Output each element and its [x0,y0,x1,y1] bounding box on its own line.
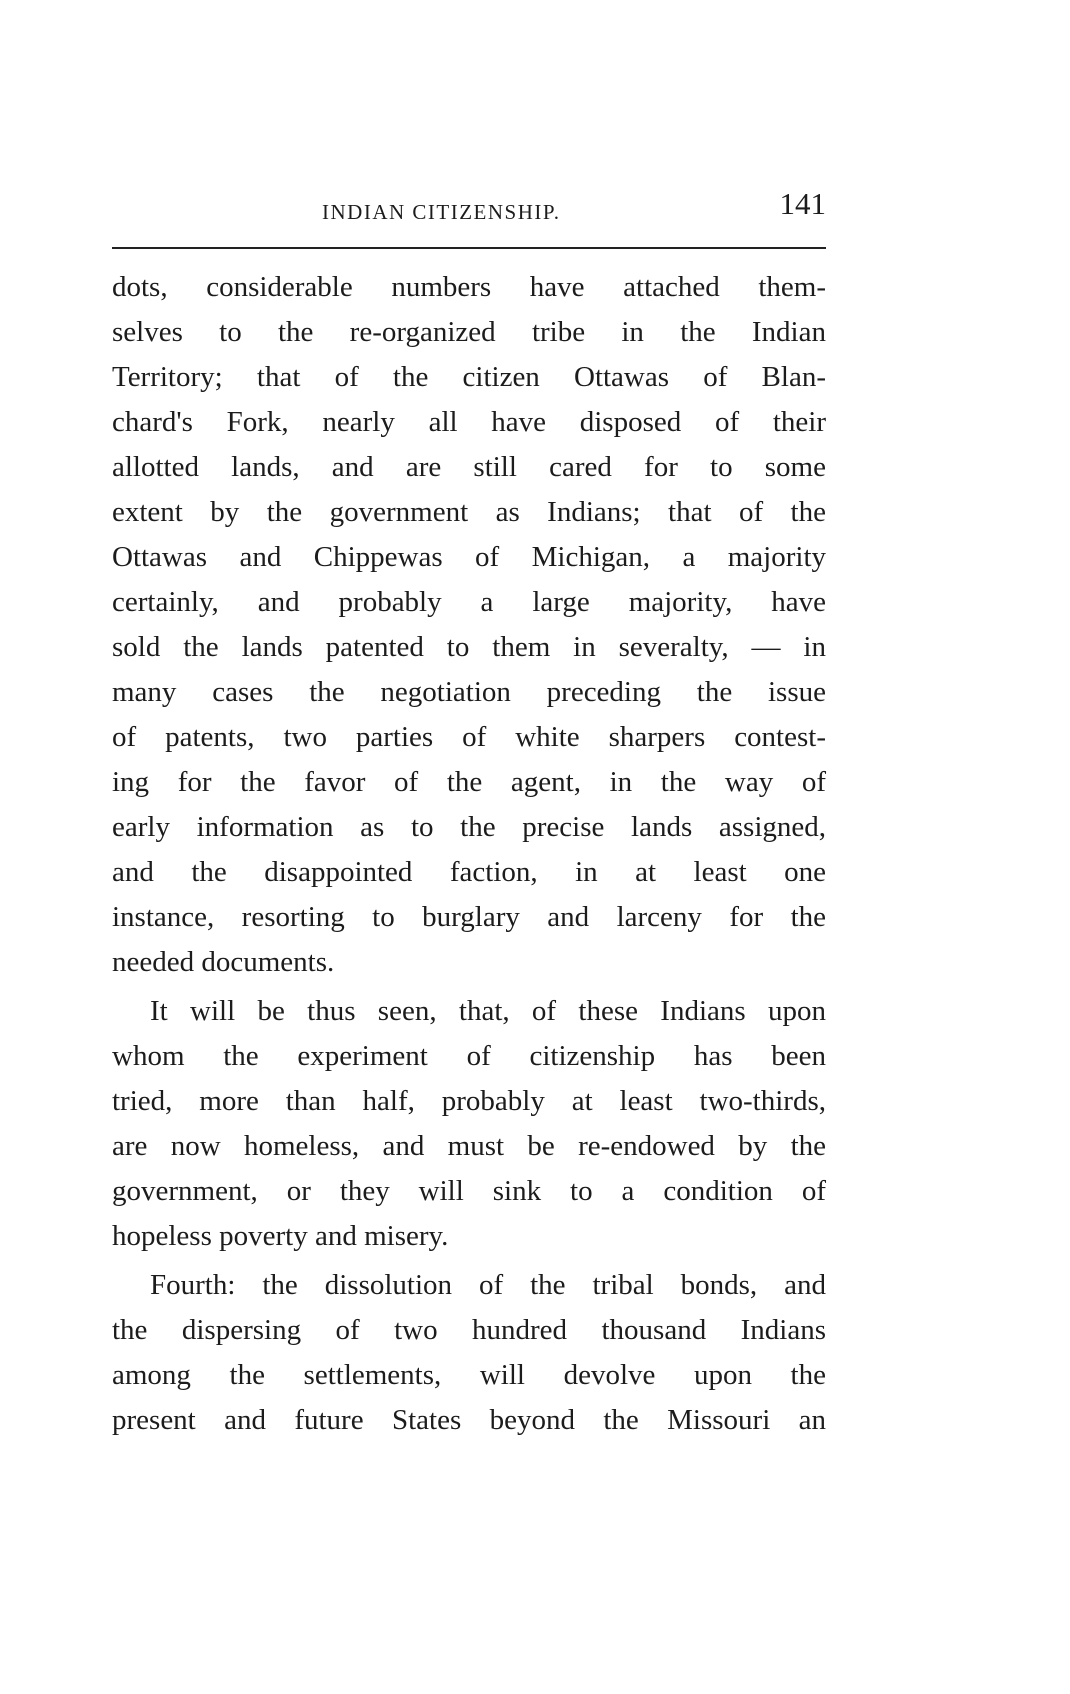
text-line: It will be thus seen, that, of these Indians upon [150,995,826,1027]
text-line: government, or they will sink to a condition of [112,1175,826,1207]
text-line: Territory; that of the citizen Ottawas of Blan- [112,361,826,393]
text-line: Fourth: the dissolution of the tribal bonds, and [150,1269,826,1301]
text-line: dots, considerable numbers have attached them- [112,271,826,303]
text-line: many cases the negotiation preceding the issue [112,676,826,708]
text-line: instance, resorting to burglary and larceny for the [112,901,826,933]
text-line: ing for the favor of the agent, in the way of [112,766,826,798]
paragraph-3 [112,1263,826,1443]
running-head [112,182,826,226]
text-line: sold the lands patented to them in severalty, — in [112,631,826,663]
text-line: present and future States beyond the Missouri an [112,1404,826,1436]
text-line: among the settlements, will devolve upon the [112,1359,826,1391]
text-line: and the disappointed faction, in at least one [112,856,826,888]
text-line: chard's Fork, nearly all have disposed of their [112,406,826,438]
text-line: selves to the re-organized tribe in the Indian [112,316,826,348]
page-number: 141 [779,186,826,221]
text-line: Ottawas and Chippewas of Michigan, a majority [112,541,826,573]
text-line: whom the experiment of citizenship has been [112,1040,826,1072]
text-line: needed documents. [112,946,335,978]
text-line: the dispersing of two hundred thousand Indians [112,1314,826,1346]
header-rule [112,247,826,249]
text-line: certainly, and probably a large majority, have [112,586,826,618]
paragraph-2 [112,989,826,1259]
text-line: early information as to the precise lands assigned, [112,811,826,843]
text-line: allotted lands, and are still cared for to some [112,451,826,483]
body-text [112,265,826,1443]
text-line: are now homeless, and must be re-endowed by the [112,1130,826,1162]
text-line: extent by the government as Indians; that of the [112,496,826,528]
text-line: tried, more than half, probably at least two-thirds, [112,1085,826,1117]
paragraph-1 [112,265,826,985]
text-line: hopeless poverty and misery. [112,1220,449,1252]
text-line: of patents, two parties of white sharpers contest- [112,721,826,753]
running-title: INDIAN CITIZENSHIP. [322,200,561,224]
